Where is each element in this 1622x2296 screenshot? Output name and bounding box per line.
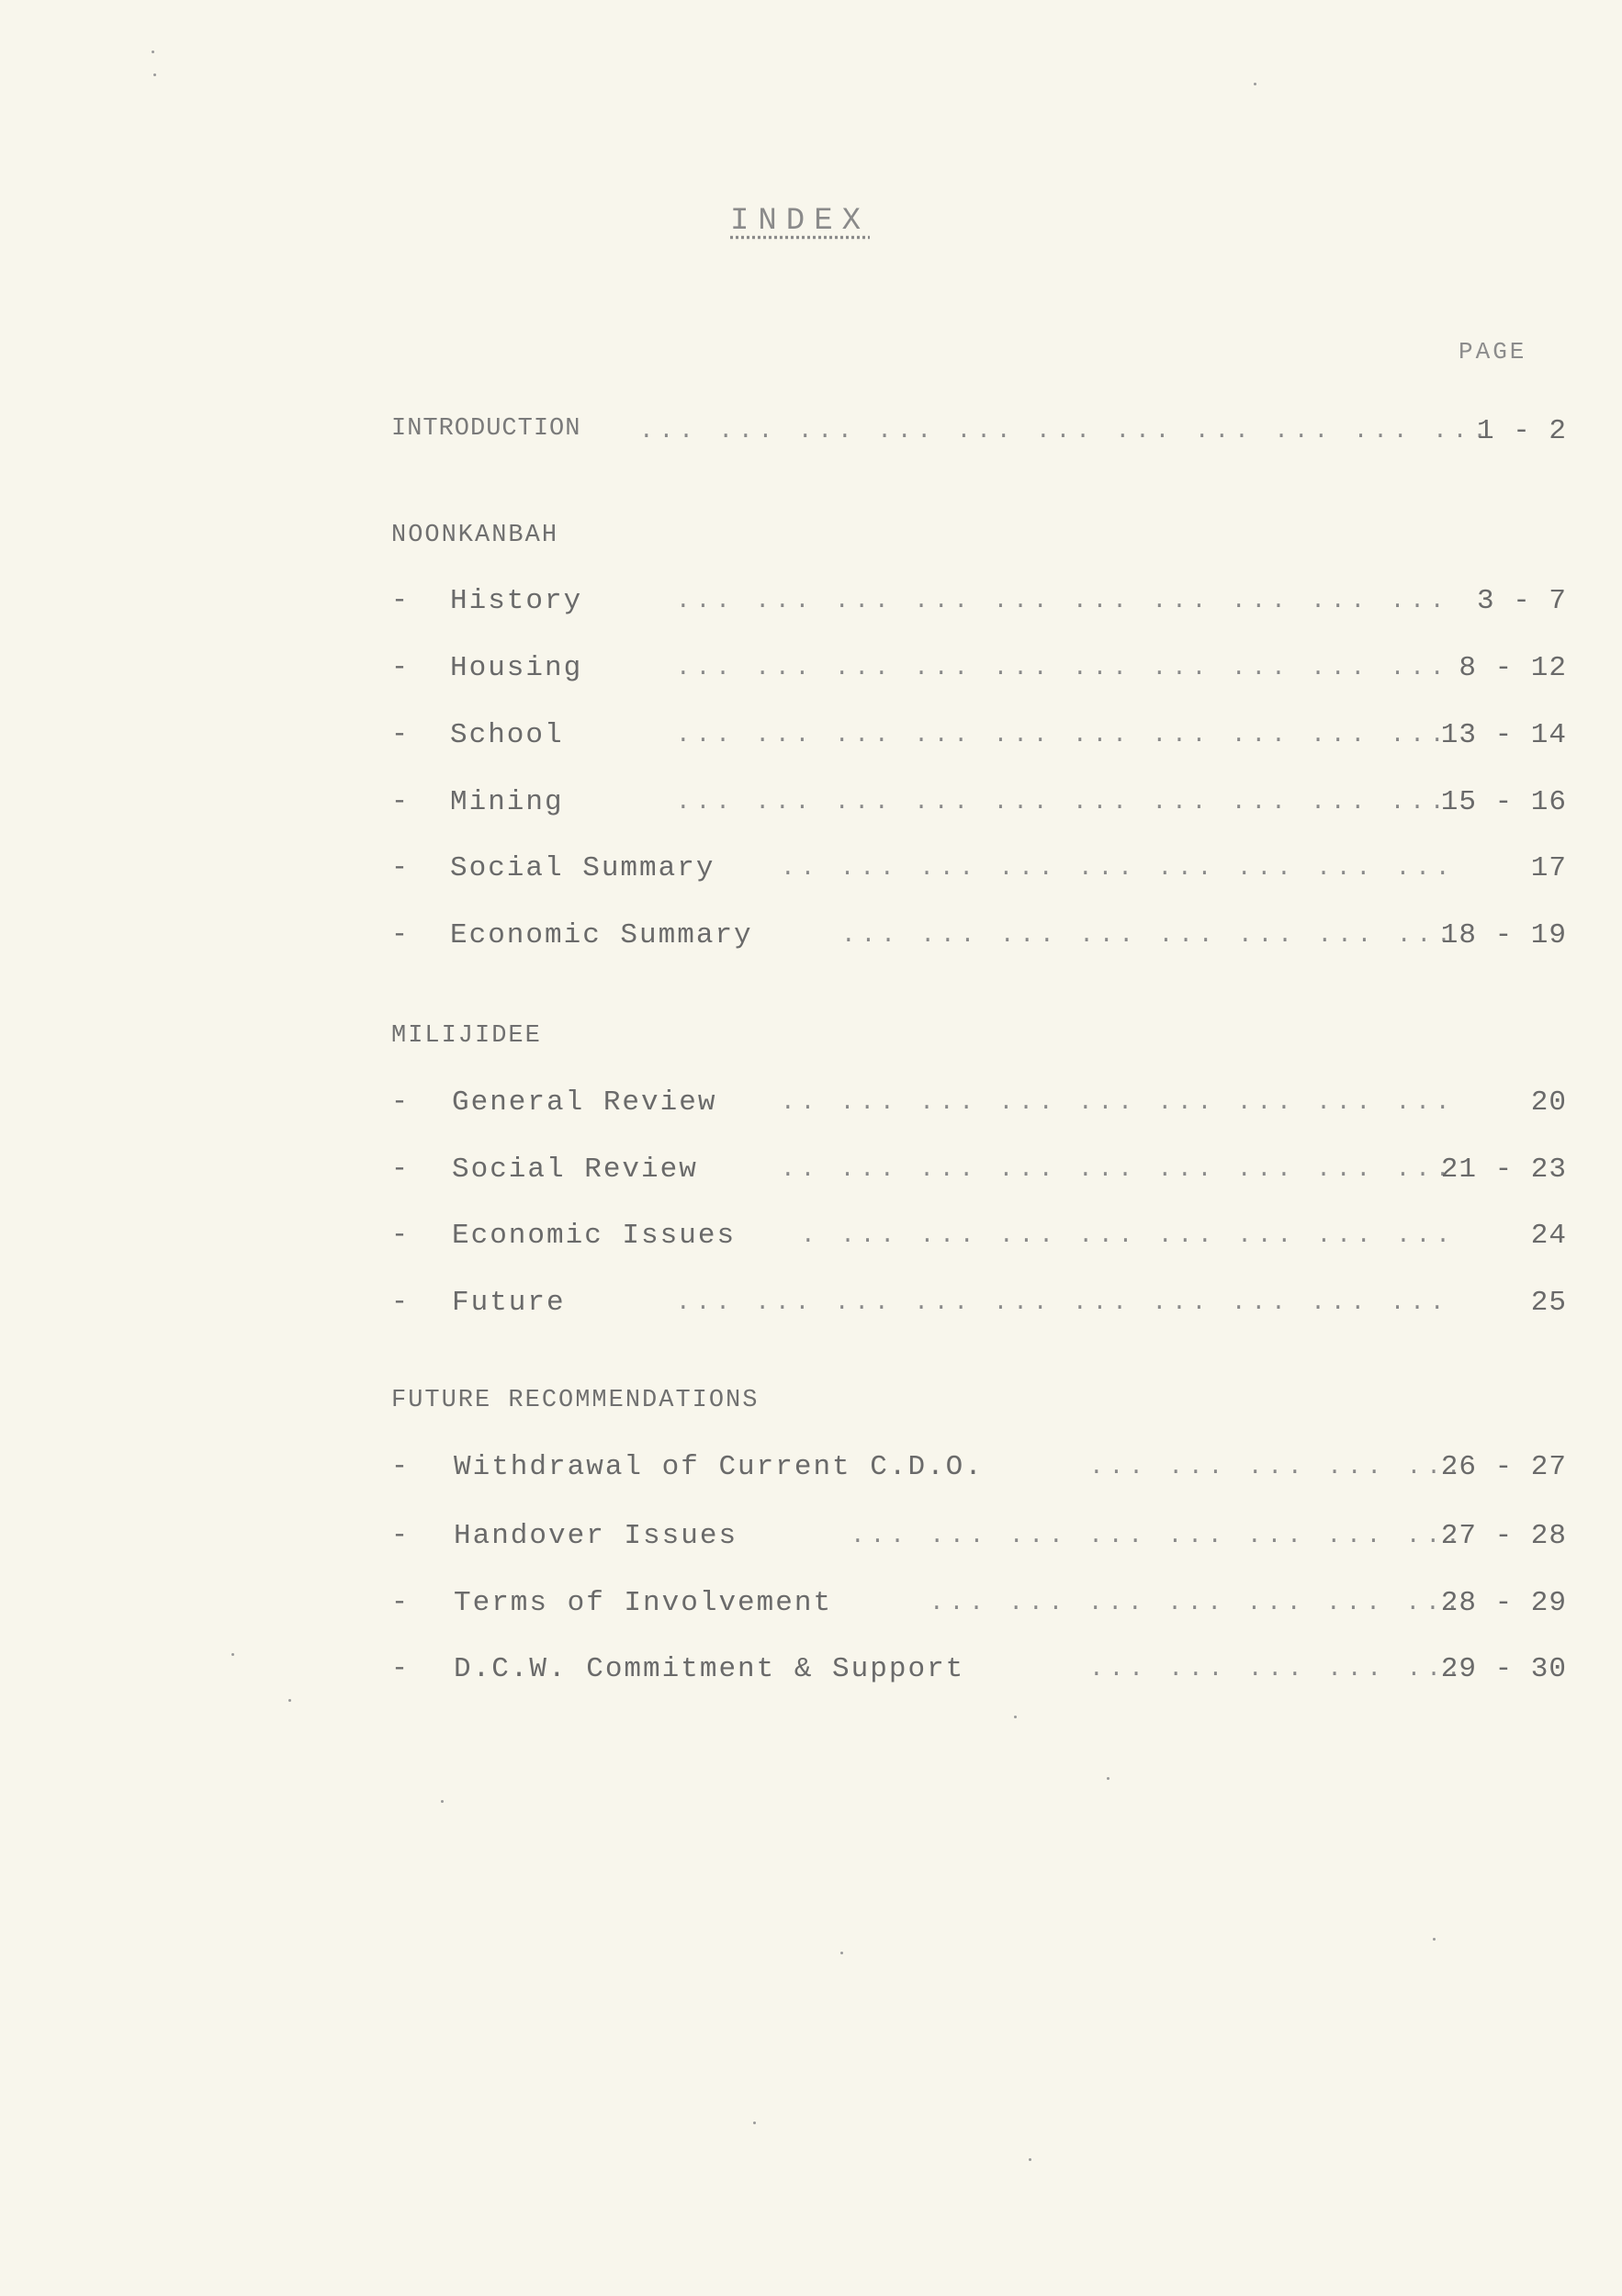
toc-entry-label: Terms of Involvement <box>454 1587 833 1619</box>
toc-entry-general-review <box>391 1086 1567 1123</box>
dot-leader: ... ... ... ... ... <box>1089 1655 1467 1683</box>
toc-entry-economic-summary <box>391 919 1567 956</box>
dash-marker: - <box>391 1587 409 1618</box>
dot-leader: ... ... ... ... ... ... ... ... ... ... <box>676 1289 1450 1316</box>
toc-entry-school <box>391 719 1567 756</box>
dash-marker: - <box>391 1520 409 1551</box>
dash-marker: - <box>391 1086 409 1118</box>
toc-entry-label: D.C.W. Commitment & Support <box>454 1653 965 1685</box>
scan-speck <box>840 1952 843 1954</box>
dash-marker: - <box>391 1653 409 1684</box>
dash-marker: - <box>391 585 409 616</box>
toc-entry-pages: 8 - 12 <box>1459 652 1567 684</box>
dot-leader: . ... ... ... ... ... ... ... ... <box>801 1221 1456 1249</box>
toc-entry-label: Mining <box>450 786 564 818</box>
toc-entry-pages: 18 - 19 <box>1440 919 1567 951</box>
scan-speck <box>753 2122 756 2124</box>
toc-entry-pages: 1 - 2 <box>1476 415 1567 447</box>
toc-entry-pages: 25 <box>1530 1287 1567 1319</box>
section-heading-future-recommendations: FUTURE RECOMMENDATIONS <box>391 1387 760 1414</box>
toc-entry-social-review <box>391 1154 1567 1190</box>
page-column-header: PAGE <box>1459 338 1527 366</box>
dot-leader: ... ... ... ... ... ... ... ... ... ... <box>676 654 1450 681</box>
toc-entry-future <box>391 1287 1567 1323</box>
dash-marker: - <box>391 652 409 683</box>
scan-speck <box>288 1699 291 1702</box>
toc-entry-pages: 26 - 27 <box>1440 1451 1567 1483</box>
dash-marker: - <box>391 786 409 817</box>
scan-speck <box>1254 83 1256 85</box>
dash-marker: - <box>391 1287 409 1318</box>
dot-leader: ... ... ... ... ... <box>1089 1453 1467 1480</box>
dash-marker: - <box>391 719 409 750</box>
section-heading-milijidee: MILIJIDEE <box>391 1022 542 1050</box>
toc-entry-label: History <box>450 585 583 617</box>
dot-leader: ... ... ... ... ... ... ... ... <box>850 1522 1466 1549</box>
dot-leader: ... ... ... ... ... ... ... ... ... ... <box>676 587 1450 614</box>
dash-marker: - <box>391 1451 409 1482</box>
dash-marker: - <box>391 1220 409 1251</box>
scan-speck <box>1107 1777 1109 1780</box>
toc-entry-terms <box>391 1587 1567 1624</box>
toc-entry-pages: 17 <box>1530 852 1567 884</box>
toc-entry-pages: 24 <box>1530 1220 1567 1252</box>
toc-entry-withdrawal <box>391 1451 1567 1488</box>
toc-entry-label: Future <box>452 1287 566 1319</box>
page-title: INDEX <box>730 204 871 239</box>
dash-marker: - <box>391 852 409 884</box>
section-heading-noonkanbah: NOONKANBAH <box>391 522 559 549</box>
toc-entry-pages: 27 - 28 <box>1440 1520 1567 1552</box>
toc-entry-handover <box>391 1520 1567 1557</box>
toc-entry-label: Social Summary <box>450 852 715 884</box>
toc-entry-pages: 3 - 7 <box>1476 585 1567 617</box>
toc-entry-social-summary <box>391 852 1567 889</box>
toc-entry-label: Housing <box>450 652 583 684</box>
toc-entry-mining <box>391 786 1567 823</box>
scan-speck <box>441 1800 444 1803</box>
dot-leader: ... ... ... ... ... ... ... ... ... ... <box>676 788 1450 816</box>
dot-leader: ... ... ... ... ... ... ... <box>929 1589 1466 1616</box>
dot-leader: .. ... ... ... ... ... ... ... ... <box>781 1088 1456 1116</box>
dot-leader: ... ... ... ... ... ... ... ... ... ... ... <box>639 417 1492 445</box>
scan-speck <box>152 51 154 53</box>
toc-entry-pages: 20 <box>1530 1086 1567 1119</box>
scan-speck <box>153 73 156 76</box>
scan-speck <box>1029 2158 1031 2161</box>
scan-speck <box>1433 1938 1436 1941</box>
toc-entry-label: Social Review <box>452 1154 698 1186</box>
scan-speck <box>231 1653 234 1656</box>
toc-entry-pages: 13 - 14 <box>1440 719 1567 751</box>
toc-entry-pages: 29 - 30 <box>1440 1653 1567 1685</box>
dash-marker: - <box>391 919 409 951</box>
toc-entry-label: INTRODUCTION <box>391 415 581 443</box>
dot-leader: .. ... ... ... ... ... ... ... ... <box>781 854 1456 882</box>
toc-entry-pages: 15 - 16 <box>1440 786 1567 818</box>
toc-entry-economic-issues <box>391 1220 1567 1256</box>
toc-entry-label: School <box>450 719 564 751</box>
scan-speck <box>1014 1716 1017 1718</box>
toc-entry-history <box>391 585 1567 622</box>
toc-entry-label: Economic Issues <box>452 1220 737 1252</box>
dot-leader: ... ... ... ... ... ... ... ... <box>841 921 1457 949</box>
dot-leader: ... ... ... ... ... ... ... ... ... ... <box>676 721 1450 748</box>
dash-marker: - <box>391 1154 409 1185</box>
toc-entry-introduction <box>391 415 1567 452</box>
toc-entry-pages: 28 - 29 <box>1440 1587 1567 1619</box>
toc-entry-label: Handover Issues <box>454 1520 738 1552</box>
toc-entry-pages: 21 - 23 <box>1440 1154 1567 1186</box>
toc-entry-label: General Review <box>452 1086 717 1119</box>
toc-entry-label: Economic Summary <box>450 919 753 951</box>
toc-entry-housing <box>391 652 1567 689</box>
toc-entry-dcw-commitment <box>391 1653 1567 1690</box>
toc-entry-label: Withdrawal of Current C.D.O. <box>454 1451 984 1483</box>
dot-leader: .. ... ... ... ... ... ... ... ... <box>781 1155 1456 1183</box>
